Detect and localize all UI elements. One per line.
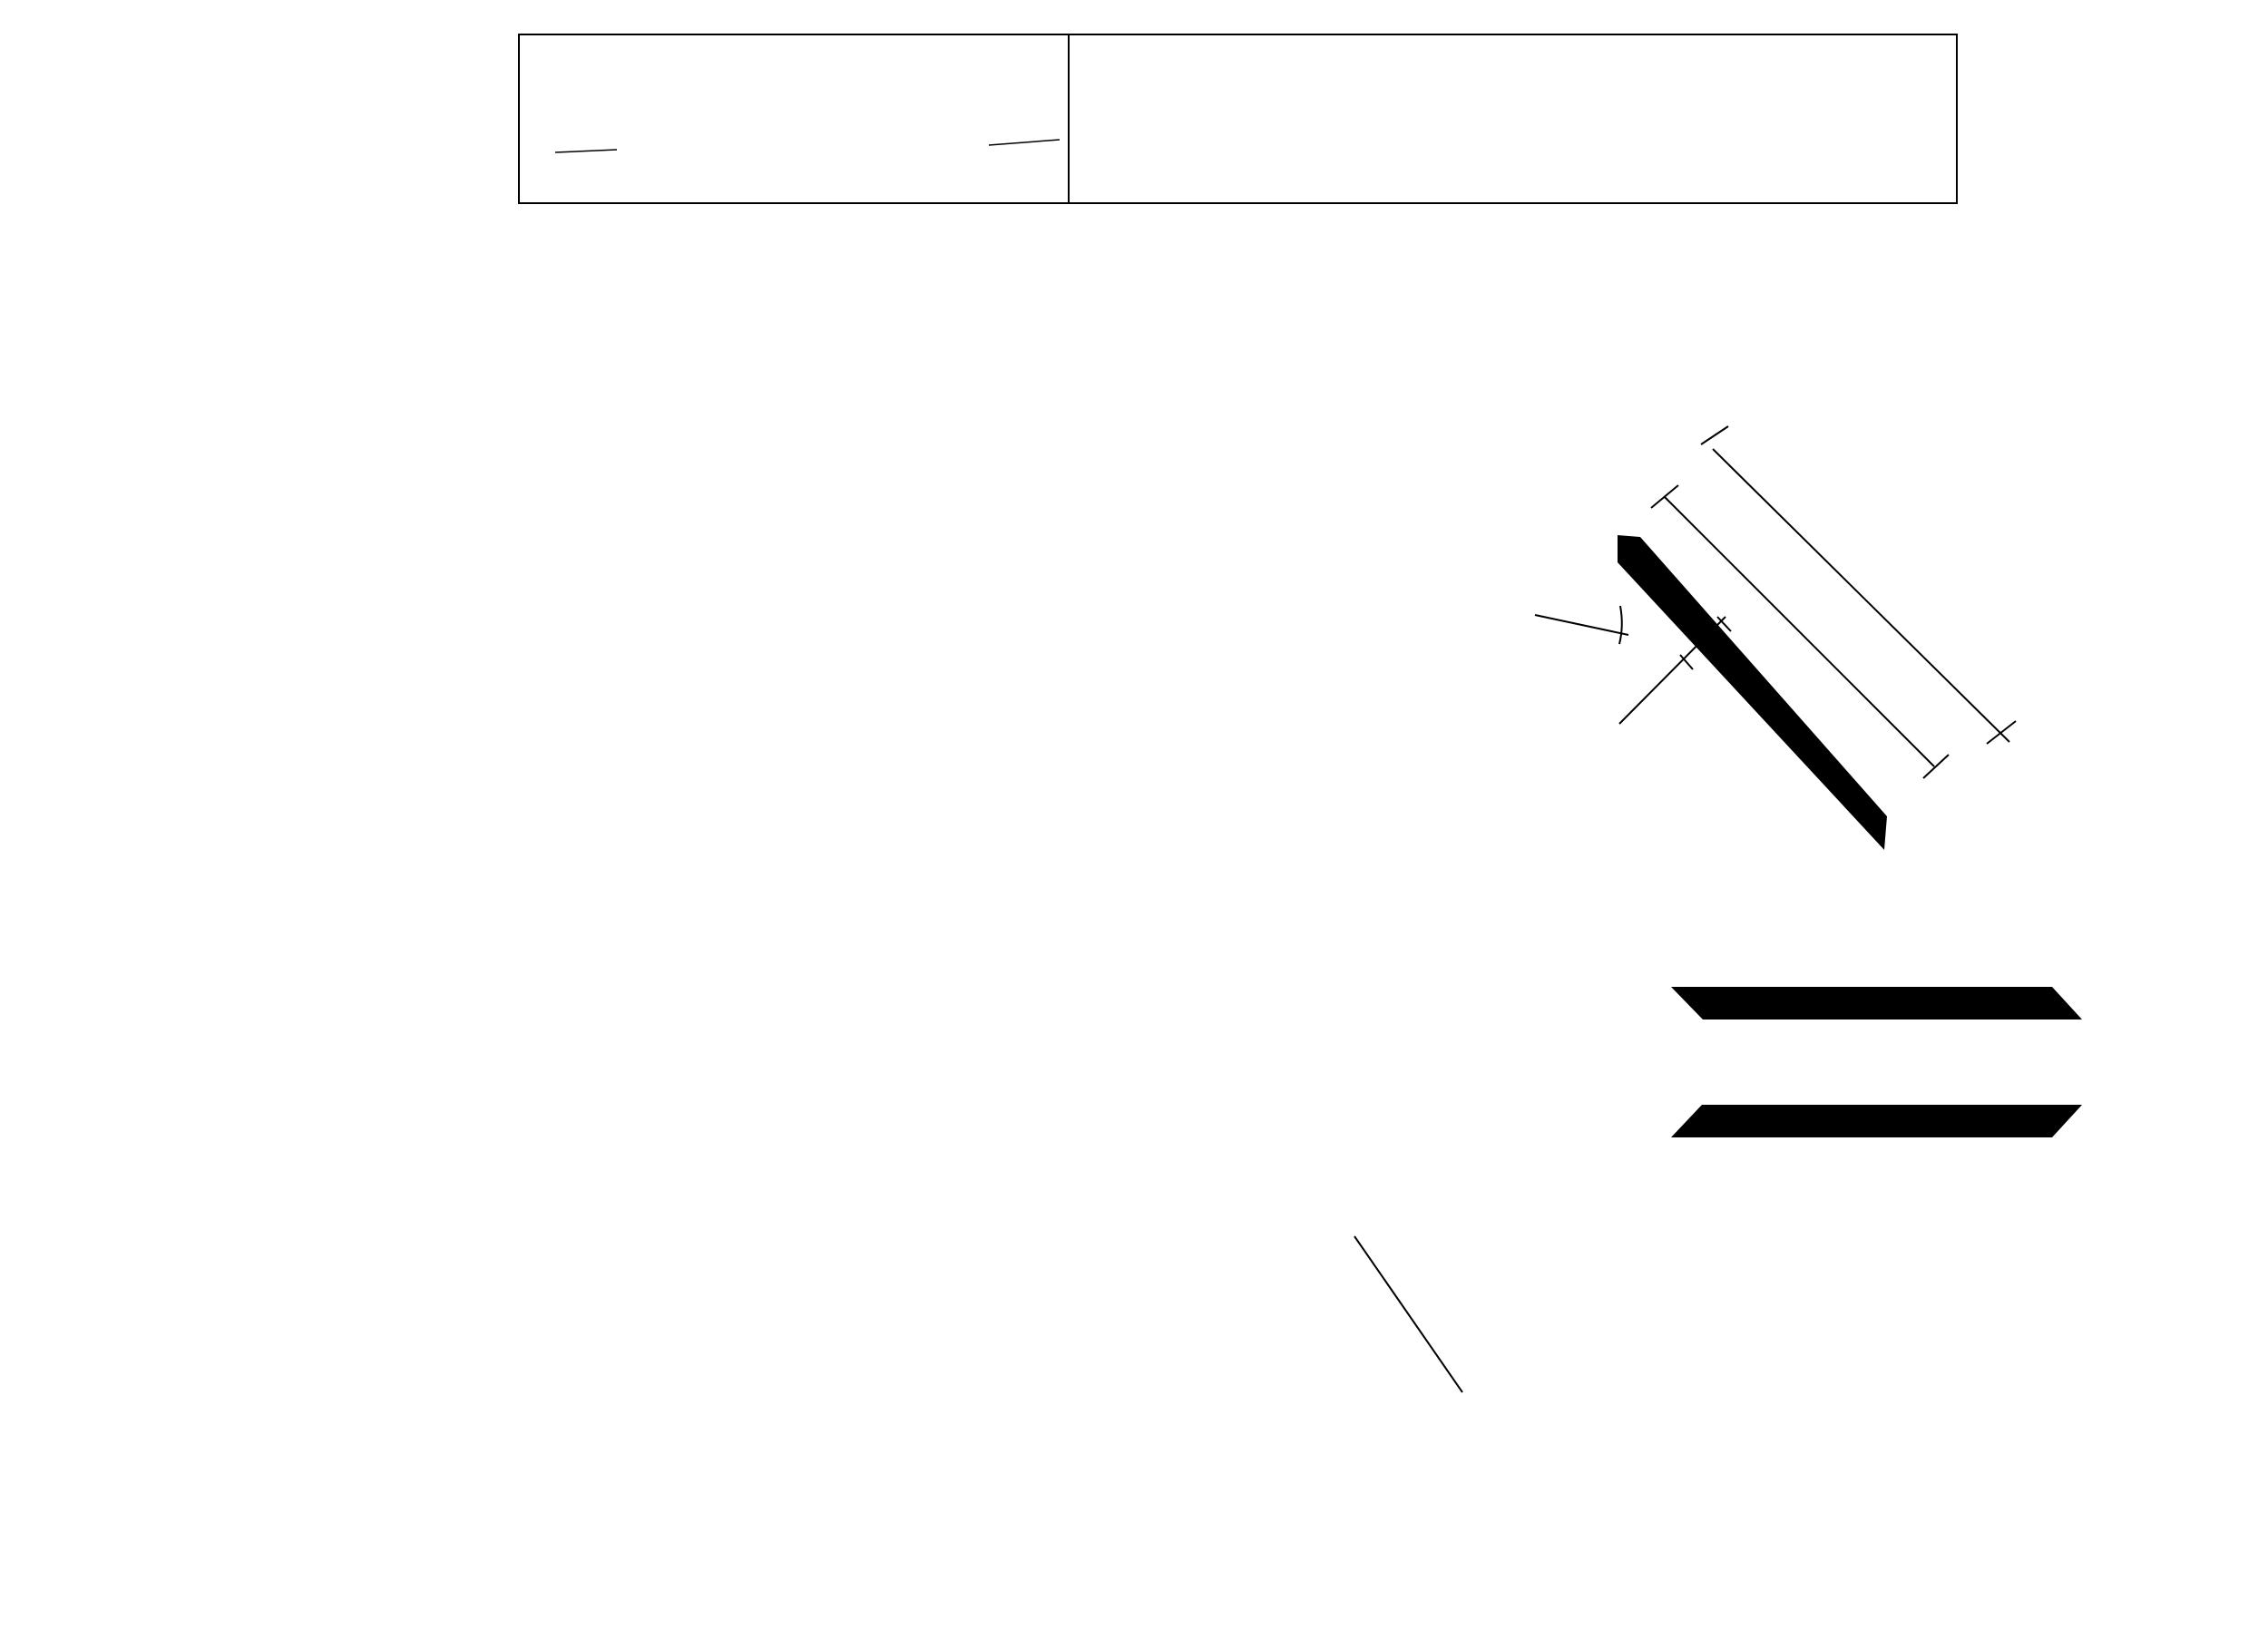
brand-flourish-left	[555, 150, 617, 152]
legend-right-board-shape	[1671, 1105, 2082, 1137]
perimeter-note	[1354, 1236, 1462, 1392]
legend-left-board-shape	[1671, 987, 2082, 1019]
title-block	[519, 34, 1957, 203]
dim-angle-arc	[1619, 606, 1622, 644]
dim-width-line	[1619, 617, 1725, 724]
dim-outer-tick-start	[1701, 426, 1728, 444]
board-legend	[1671, 987, 2082, 1137]
dim-angle-ref-line	[1535, 615, 1628, 635]
note-leader-line	[1354, 1236, 1462, 1392]
brand-flourish-right	[989, 140, 1060, 145]
title-block-frame	[519, 34, 1957, 203]
dim-inner-tick-start	[1651, 485, 1678, 508]
board-detail	[1535, 426, 2016, 850]
